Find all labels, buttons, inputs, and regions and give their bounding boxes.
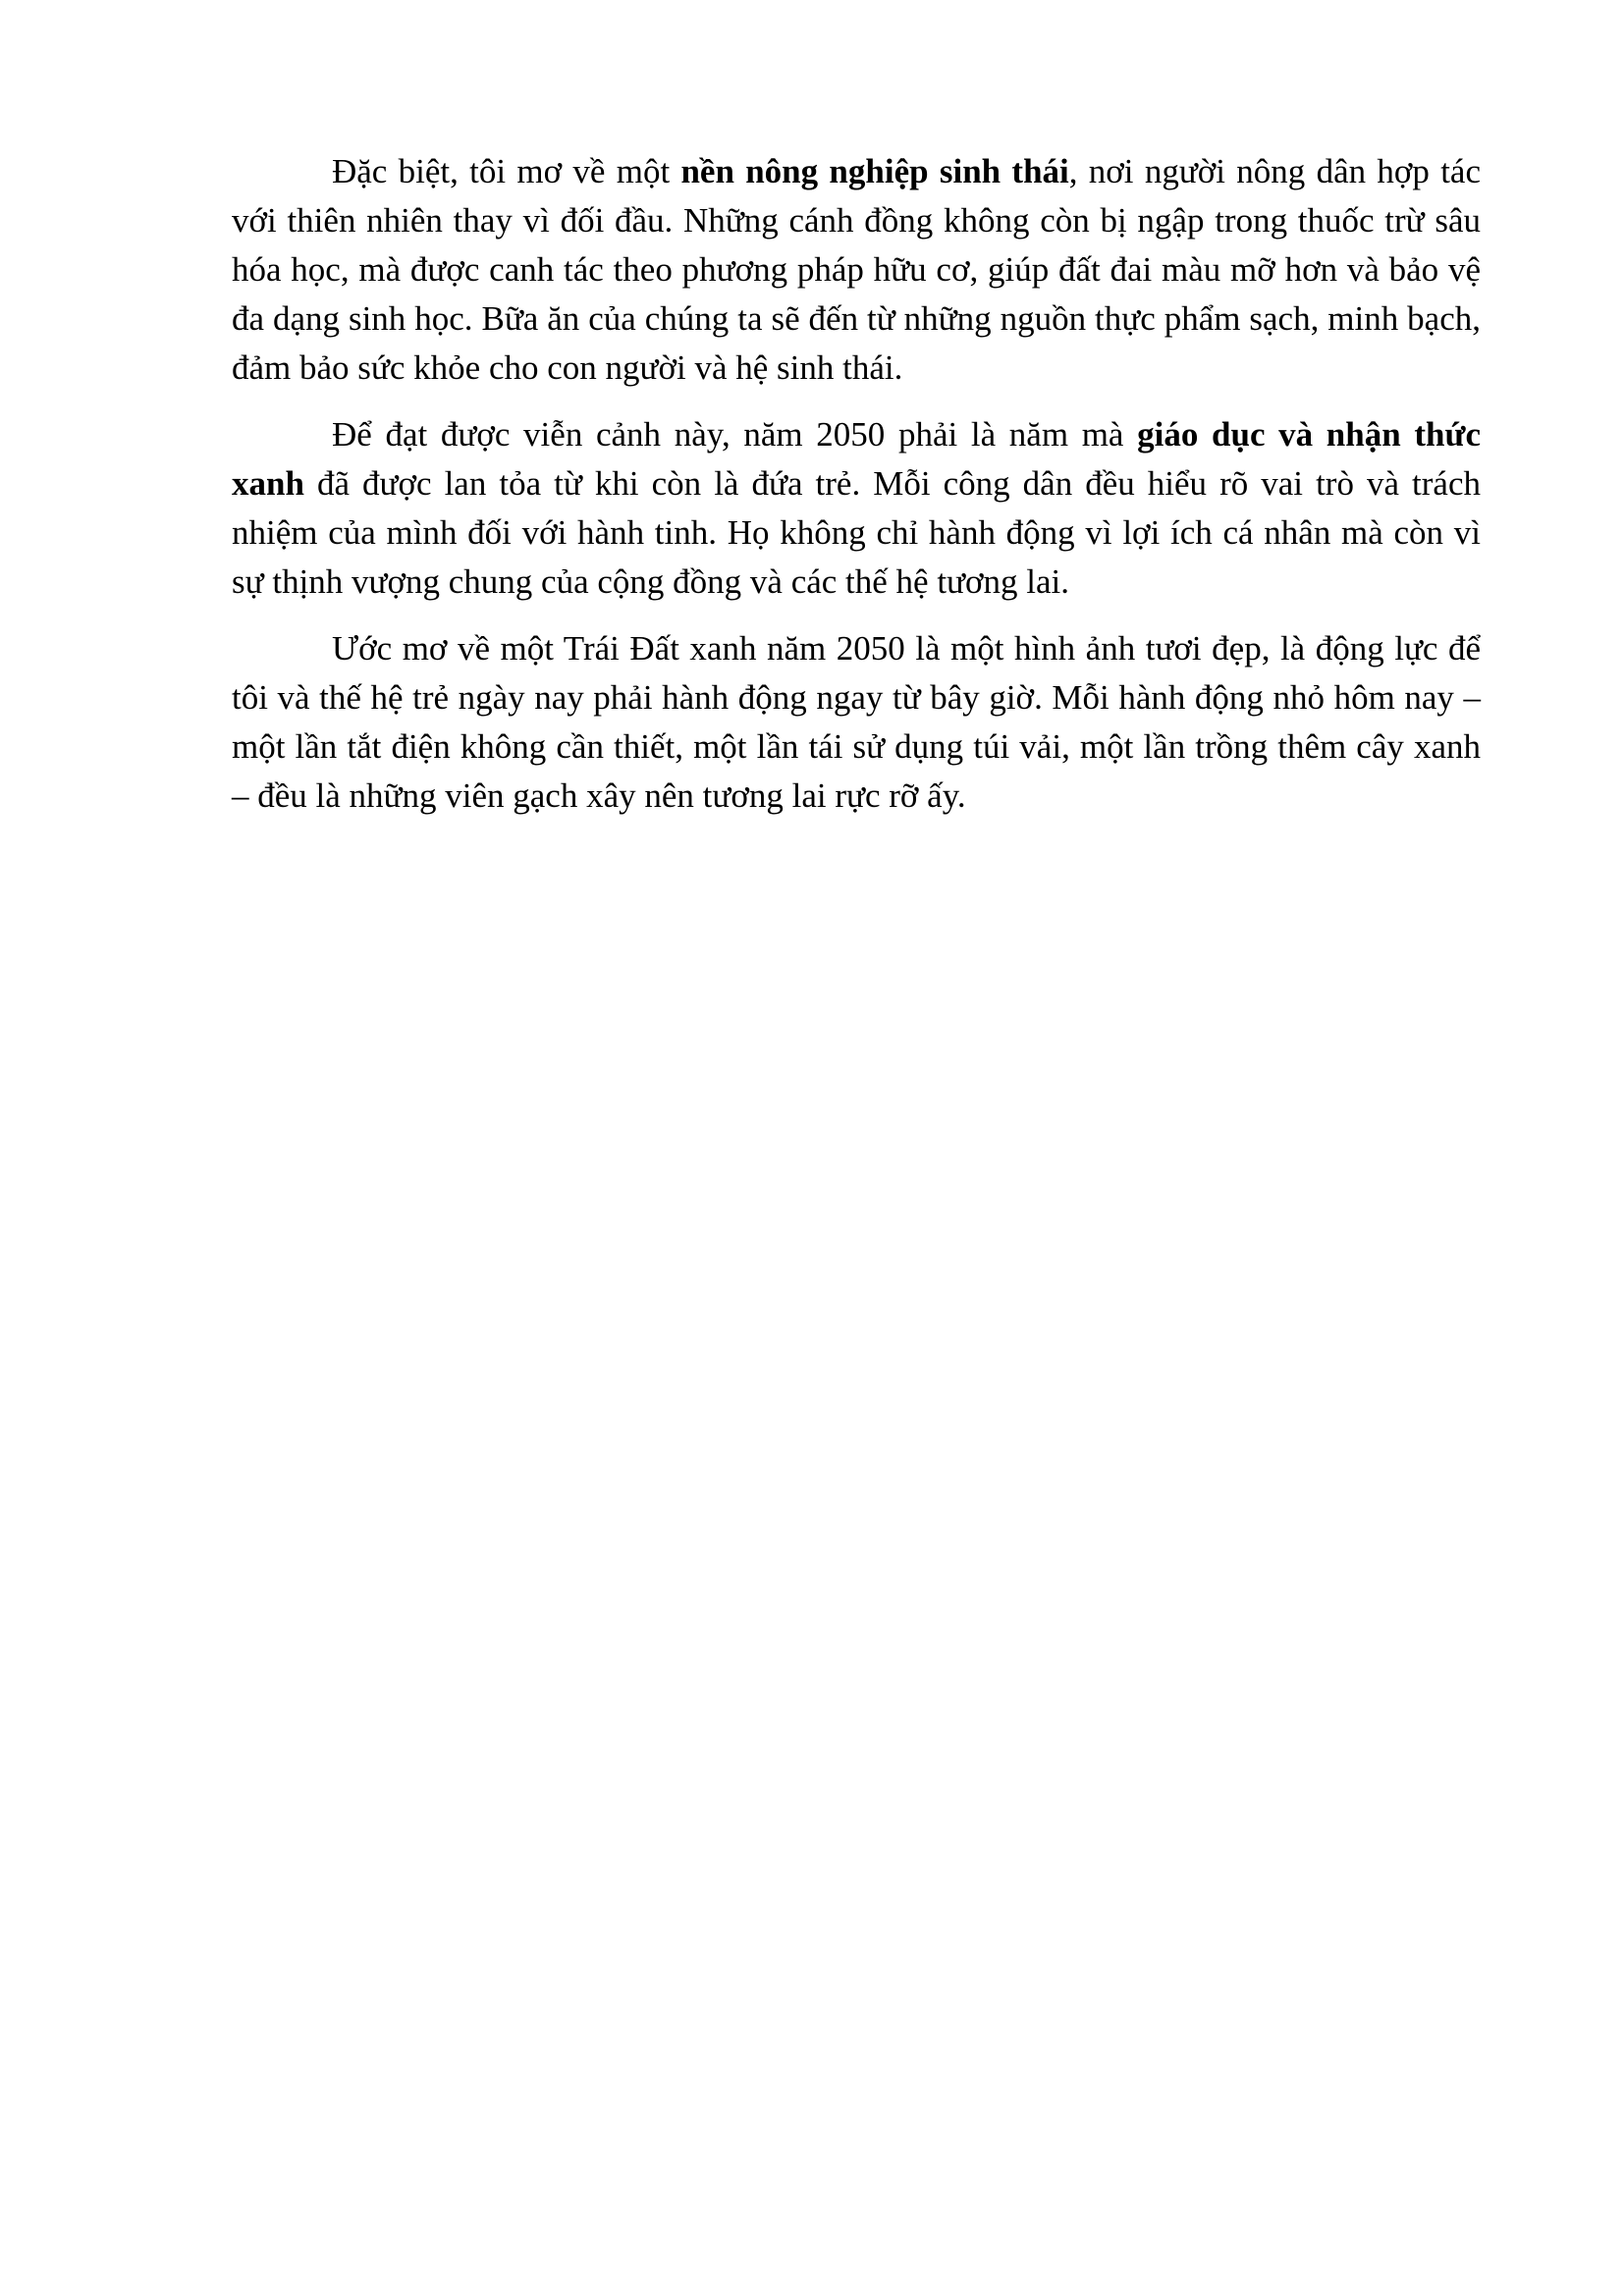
document-body xyxy=(232,147,1481,838)
bold-phrase: nền nông nghiệp sinh thái xyxy=(680,152,1069,190)
paragraph-green-earth-dream xyxy=(232,624,1481,821)
text-segment: đã được lan tỏa từ khi còn là đứa trẻ. Mỗi công dân đều hiểu rõ vai trò và trách nhiệm của mình đối với hành tinh. Họ không chỉ hành động vì lợi ích cá nhân mà còn vì sự thịnh vượng chung của cộng đồng và các thế hệ tương lai. xyxy=(232,464,1481,601)
bold-phrase: giáo dục và nhận thức xanh xyxy=(232,415,1482,503)
text-segment: Ước mơ về một Trái Đất xanh năm 2050 là một hình ảnh tươi đẹp, là động lực để tôi và thế hệ trẻ ngày nay phải hành động ngay từ bây giờ. Mỗi hành động nhỏ hôm nay – một lần tắt điện không cần thiết, một lần tái sử dụng túi vải, một lần trồng thêm cây xanh – đều là những viên gạch xây nên tương lai rực rỡ ấy. xyxy=(232,629,1481,815)
text-segment: Để đạt được viễn cảnh này, năm 2050 phải là năm mà xyxy=(332,415,1138,454)
text-segment: Đặc biệt, tôi mơ về một xyxy=(332,152,681,190)
paragraph-ecological-agriculture xyxy=(232,147,1481,393)
paragraph-green-education xyxy=(232,410,1481,607)
text-segment: , nơi người nông dân hợp tác với thiên nhiên thay vì đối đầu. Những cánh đồng không còn bị ngập trong thuốc trừ sâu hóa học, mà được canh tác theo phương pháp hữu cơ, giúp đất đai màu mỡ hơn và bảo vệ đa dạng sinh học. Bữa ăn của chúng ta sẽ đến từ những nguồn thực phẩm sạch, minh bạch, đảm bảo sức khỏe cho con người và hệ sinh thái. xyxy=(232,152,1481,387)
